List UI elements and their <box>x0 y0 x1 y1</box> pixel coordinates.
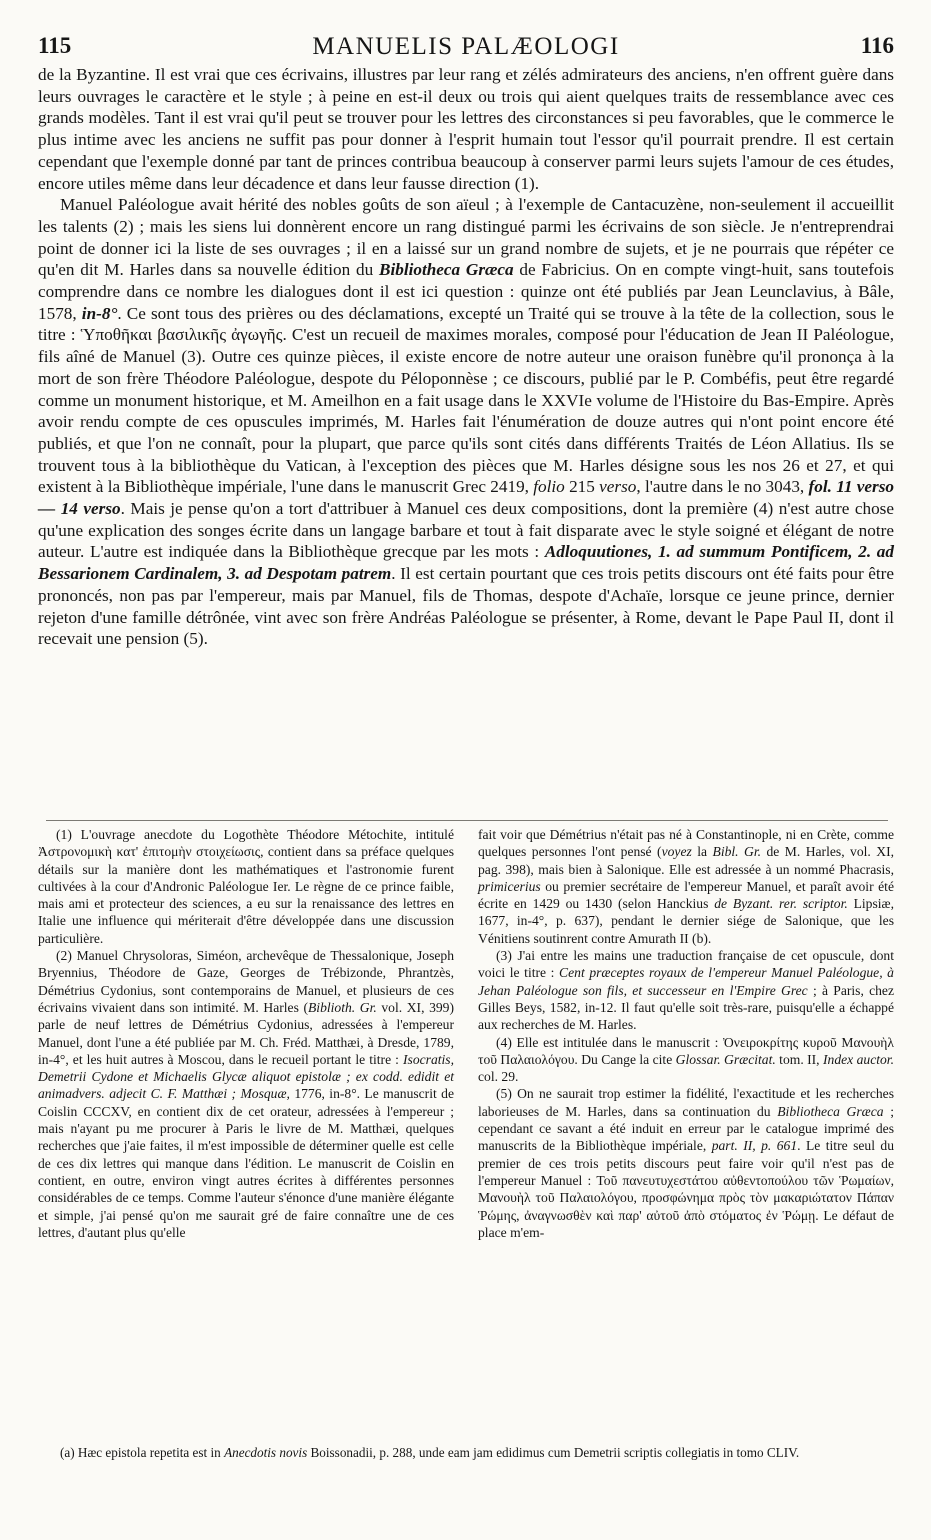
folio-run: folio <box>533 477 565 497</box>
footnote-1 <box>38 826 454 947</box>
footnote-5 <box>478 1085 894 1241</box>
text-run: (2) Manuel Chrysoloras, Siméon, archevêque de Thessalonique, Joseph Bryennius, Théodore de Gaze, Georges de Trébizonde, Phrantzès, Démétrius Cydonius, sont contemporains de Manuel, et plusieurs de ces écrivains vivaient dans son intimité. M. Harles ( <box>38 948 454 1015</box>
footnote-column-right <box>478 826 894 1241</box>
latin-run: primicerius <box>478 878 541 894</box>
footnote-3 <box>478 947 894 1033</box>
text-run: ou premier secrétaire de l'empereur Manuel, et paraît avoir été écrite en 1429 ou 1430 (selon Hanckius <box>478 878 894 912</box>
text-run: de Fabricius. On en compte vingt-huit, sans toutefois comprendre dans ce nombre les dialogues dont il est ici question : quinze ont été publiés par Jean Leunclavius, à Bâle, 1578, <box>38 260 894 323</box>
sub-footnote <box>60 1444 890 1461</box>
ref-run: Glossar. Græcitat. <box>675 1051 776 1067</box>
main-text <box>38 64 894 650</box>
footnote-2-continued <box>478 826 894 947</box>
sub-footnote-a <box>60 1444 890 1461</box>
text-run: (3) J'ai entre les mains une traduction française de cet opuscule, dont voici le titre : <box>478 948 894 981</box>
ref-run: Bibl. Gr. <box>712 844 762 860</box>
page-number-left: 115 <box>38 33 72 58</box>
text-run: . Il est certain pourtant que ces trois petits discours ont été faits pour être prononcés, non pas par l'empereur, mais par Manuel, fils de Thomas, despote d'Achaïe, lorsque ce jeune prince, dernier rejeton d'une famille détrônée, vint avec son frère Andréas Paléologue se présenter, à Rome, devant le Pape Paul II, dont il recevait une pension (5). <box>38 564 894 649</box>
paragraph-2 <box>38 194 894 650</box>
text-run: 1776, in-8°. Le manuscrit de Coislin CCCXV, en contient dix de cet orateur, adressées à l'empereur ; mais n'ayant pu me procurer à Paris le livre de M. Matthæi, quelques recherches que j'aie faites, il m'est impossible de déterminer quelle est celle de ces dix lettres qui manque dans l'édition. Le manuscrit de Coislin en contient, en outre, environ vingt autres écrites à différentes personnes considérables de ce temps. Comme l'auteur s'énonce d'une manière élégante et simple, j'ai pensé qu'on me saurait gré de faire connaître une de ces lettres, d'autant plus qu'elle <box>38 1086 454 1240</box>
folio-run: fol. 11 verso — 14 verso <box>38 477 894 519</box>
running-title: MANUELIS PALÆOLOGI <box>312 33 620 60</box>
page-number-right: 116 <box>860 33 894 58</box>
text-run: . Le titre seul du premier de ces trois petits discours peut faire voir qu'il n'est pas de l'empereur Manuel : Τοῦ πανευτυχεστάτου αὐθεντοπούλου τῶν Ῥωμαίων, Μανουὴλ τοῦ Παλαιολόγου, προσφώνημα πρὸς τὸν μακαριώτατον Πάπαν Ῥώμης, ἀναγνωσθὲν καὶ παρ' αὐτοῦ ἀπὸ στόματος ἐν Ῥώμῃ. Le défaut de place m'em- <box>478 1138 895 1240</box>
text-run: , l'autre dans le no 3043, <box>636 477 809 497</box>
text-run: col. 29. <box>478 1069 519 1085</box>
ref-run: part. II, p. 661 <box>711 1138 798 1154</box>
text-run: Manuel Paléologue avait hérité des nobles goûts de son aïeul ; à l'exemple de Cantacuzène, non-seulement il accueillit les talents (2) ; mais les siens lui donnèrent encore un rang distingué parmi les écrivains de son siècle. Je n'entreprendrai point de donner ici la liste de ses ouvrages ; il en a laissé sur un grand nombre de sujets, et je ne pourrais que répéter ce qu'en dit M. Harles dans sa nouvelle édition du <box>38 195 894 280</box>
text-run: ; cependant ce savant a été induit en erreur par le catalogue imprimé des manuscrits de la Bibliothèque impériale, <box>478 1103 894 1154</box>
running-header <box>38 30 894 66</box>
text-run: (5) On ne saurait trop estimer la fidélité, l'exactitude et les recherches laborieuses de M. Harles, dans sa continuation du <box>478 1086 894 1119</box>
text-run: 215 <box>564 477 600 497</box>
text-run: . Ce sont tous des prières ou des déclamations, excepté un Traité qui se trouve à la tête de la collection, sous le titre : Ὑποθῆκαι βασιλικῆς ἀγωγῆς. C'est un recueil de maximes morales, composé pour l'éducation de Jean II Paléologue, fils aîné de Manuel (3). Outre ces quinze pièces, il existe encore de notre auteur une oraison funèbre qu'il prononça à la mort de son frère Théodore Paléologue, despote du Péloponnèse ; ce discours, publié par le P. Combéfis, peut être regardé comme un monument historique, et M. Ameilhon en a fait usage dans le XXVIe volume de l'Histoire du Bas-Empire. Après avoir rendu compte de ces opuscules imprimés, M. Harles fait l'énumération de douze autres qui n'ont point encore été publiés, et que l'on ne connaît, pour la plupart, que parce qu'ils sont cités dans différents Traités de Léon Allatius. Ils se trouvent tous à la bibliothèque du Vatican, à l'exception des pièces que M. Harles désigne sous les nos 26 et 27, et qui existent à la Bibliothèque impériale, l'une dans le manuscrit Grec 2419, <box>38 303 894 497</box>
text-run: vol. XI, 399) parle de neuf lettres de Démétrius Cydonius, adressées à l'empereur Manuel, dont l'une a été publiée par M. Ch. Fréd. Matthæi, à Dresde, 1789, in-4°, et les huit autres à Moscou, dans le recueil portant le titre : <box>38 999 454 1067</box>
verso-run: verso <box>599 477 637 497</box>
title-run: Bibliotheca Græca <box>777 1103 884 1119</box>
footnote-4 <box>478 1034 894 1086</box>
latin-title-run: Isocratis, Demetrii Cydone et Michaelis Glycæ aliquot epistolæ ; ex codd. edidit et animadvers. adjecit C. F. Matthæi ; Mosquæ, <box>38 1051 454 1102</box>
ref-run: Biblioth. Gr. <box>307 999 377 1015</box>
text-run: (a) Hæc epistola repetita est in <box>60 1445 225 1460</box>
footnote-column-left <box>38 826 454 1241</box>
paragraph-1: de la Byzantine. Il est vrai que ces écrivains, illustres par leur rang et zélés admirateurs des anciens, n'en offrent guère dans leurs ouvrages le caractère et le style ; à peine en est-il deux ou trois qui aient quelques traits de ressemblance avec ces grands modèles. Tant il est vrai qu'il peut se trouver pour les lettres des circonstances si peu favorables, que le commerce le plus intime avec les anciens ne suffit pas pour donner à l'esprit humain tout l'essor qu'il pourrait prendre. Il est certain cependant que l'exemple donné par tant de princes contribua beaucoup à conserver parmi leurs sujets l'amour de ces études, encore utiles même dans leur décadence et dans leur fausse direction (1). <box>38 65 894 193</box>
text-run: fait voir que Démétrius n'était pas né à Constantinople, ni en Crète, comme quelques personnes l'ont pensé ( <box>478 827 894 860</box>
greek-title-run: Ἀστρονομικὴ κατ' ἐπιτομὴν στοιχείωσις <box>38 844 261 860</box>
ref-run: voyez <box>661 844 692 860</box>
text-run: . Mais je pense qu'on a tort d'attribuer à Manuel ces deux compositions, dont la première (4) n'est autre chose qu'une explication des songes écrite dans un langage barbare et tout à fait disparate avec le style soigné et élégant de notre auteur. L'autre est indiquée dans la Bibliothèque grecque par les mots : <box>38 499 894 562</box>
text-run: ; à Paris, chez Gilles Beys, 1582, in-12. Il faut qu'elle soit très-rare, puisqu'elle a échappé aux recherches de M. Harles. <box>478 982 894 1033</box>
ref-run: Index auctor. <box>823 1051 894 1067</box>
text-run: (1) L'ouvrage anecdote du Logothète Théodore Métochite, intitulé <box>56 827 454 842</box>
footnote-divider <box>46 820 888 821</box>
format-run: in-8° <box>81 303 118 323</box>
french-title-run: Cent præceptes royaux de l'empereur Manuel Paléologue, à Jehan Paléologue son fils, et successeur en l'Empire Grec <box>478 965 894 998</box>
text-run: tom. II, <box>775 1051 823 1067</box>
text-run: la <box>691 844 713 860</box>
ref-run: de Byzant. rer. scriptor. <box>714 896 848 912</box>
text-run: (4) Elle est intitulée dans le manuscrit : Ὀνειροκρίτης κυροῦ Μανουὴλ τοῦ Παλαιολόγου. Du Cange la cite <box>478 1034 894 1067</box>
footnote-2 <box>38 947 454 1241</box>
text-run: , contient dans sa préface quelques détails sur la manière dont les mathématiques et l'astronomie furent cultivées à la cour d'Andronic Paléologue Ier. Le règne de ce prince faible, mais ami et protecteur des sciences, a eu sur la renaissance des lettres en Italie une influence qui mériterait d'être développée dans une discussion particulière. <box>38 844 454 946</box>
title-run: Bibliotheca Græca <box>378 260 514 280</box>
text-run: de M. Harles, vol. XI, pag. 398), mais bien à Salonique. Elle est adressée à un nommé Phacrasis, <box>478 844 895 877</box>
title-run: Anecdotis novis <box>224 1445 308 1460</box>
text-run: Boissonadii, p. 288, unde eam jam edidimus cum Demetrii scriptis collegiatis in tomo CLIV. <box>307 1445 800 1460</box>
text-run: Lipsiæ, 1677, in-4°, p. 637), pendant le dernier siége de Salonique, que les Vénitiens soutinrent contre Amurath II (b). <box>478 896 894 946</box>
footnotes <box>38 826 894 1426</box>
latin-title-run: Adloquutiones, 1. ad summum Pontificem, 2. ad Bessarionem Cardinalem, 3. ad Despotam patrem <box>38 542 894 584</box>
